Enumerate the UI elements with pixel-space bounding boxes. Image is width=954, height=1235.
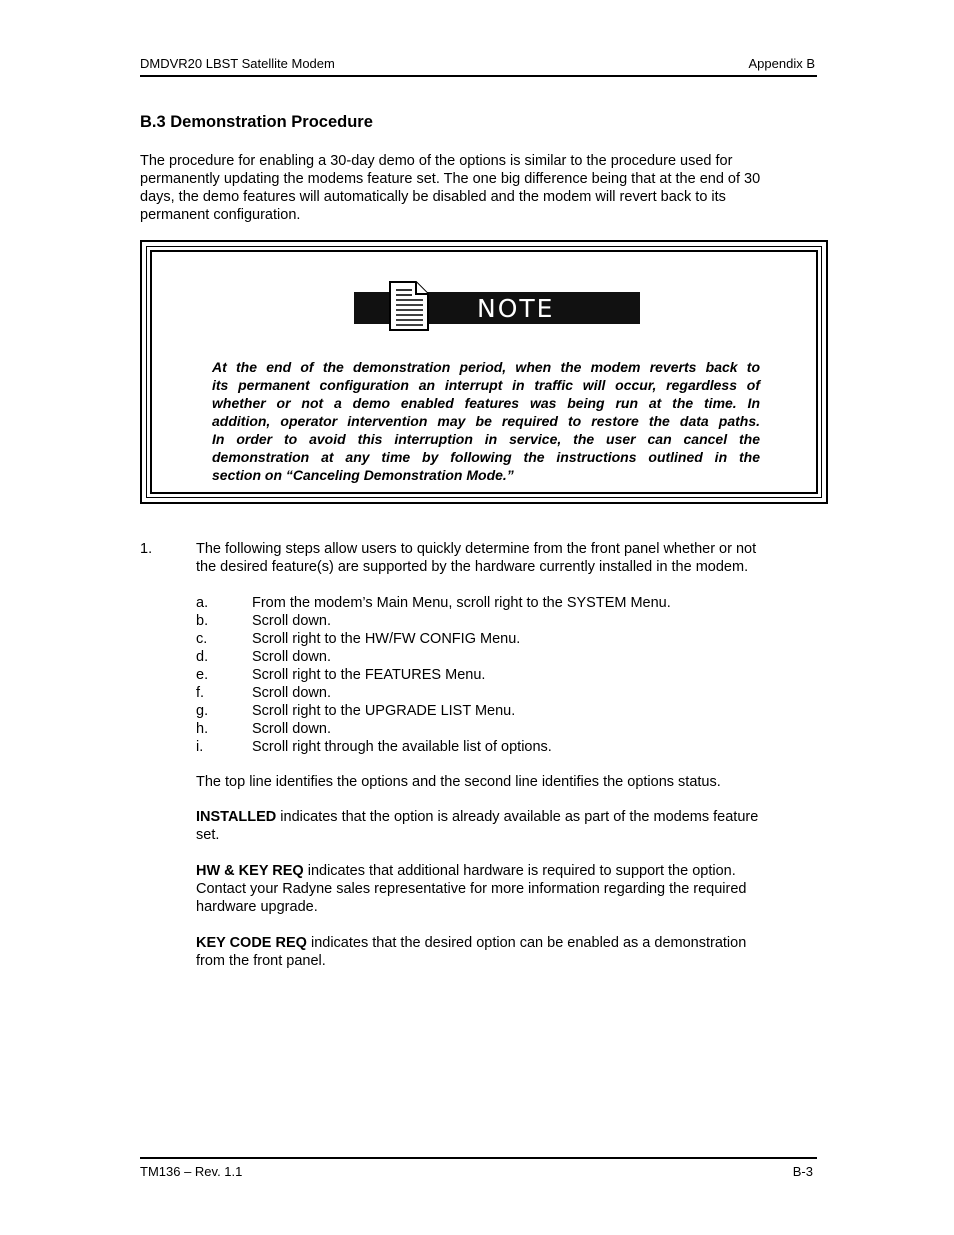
list-text: Scroll right through the available list of options. xyxy=(252,739,552,755)
term-hw-key-req: HW & KEY REQ xyxy=(196,863,304,879)
list-letter: i. xyxy=(196,739,204,755)
paragraph-line: Contact your Radyne sales representative for more information regarding the required xyxy=(196,881,747,897)
list-text: From the modem’s Main Menu, scroll right to the SYSTEM Menu. xyxy=(252,595,671,611)
page-footer xyxy=(140,1157,817,1181)
list-text: Scroll down. xyxy=(252,721,331,737)
paragraph-text: indicates that additional hardware is required to support the option. xyxy=(303,863,736,879)
list-text: Scroll right to the HW/FW CONFIG Menu. xyxy=(252,631,521,647)
intro-line: days, the demo features will automatically be disabled and the modem will revert back to its xyxy=(140,189,726,205)
header-title: DMDVR20 LBST Satellite Modem xyxy=(140,56,335,71)
list-text: Scroll down. xyxy=(252,649,331,665)
list-letter: d. xyxy=(196,649,209,665)
note-line: In order to avoid this interruption in service, the user can cancel the xyxy=(212,431,760,447)
intro-line: The procedure for enabling a 30-day demo of the options is similar to the procedure used for xyxy=(140,153,733,169)
key-code-paragraph xyxy=(196,934,816,970)
page-header xyxy=(140,55,817,77)
note-box xyxy=(140,240,828,504)
section-title: B.3 Demonstration Procedure xyxy=(140,113,373,131)
list-text: Scroll right to the UPGRADE LIST Menu. xyxy=(252,703,516,719)
intro-paragraph xyxy=(140,152,820,224)
note-line: At the end of the demonstration period, when the modem reverts back to xyxy=(212,359,760,375)
paragraph-line: hardware upgrade. xyxy=(196,899,318,915)
term-key-code-req: KEY CODE REQ xyxy=(196,935,307,951)
paragraph-line: from the front panel. xyxy=(196,953,326,969)
list-letter: g. xyxy=(196,703,209,719)
note-line: section on “Canceling Demonstration Mode.” xyxy=(212,467,514,483)
list-text: Scroll right to the FEATURES Menu. xyxy=(252,667,486,683)
list-text: Scroll down. xyxy=(252,613,331,629)
list-letter: e. xyxy=(196,667,209,683)
term-installed: INSTALLED xyxy=(196,809,277,825)
paragraph-text: indicates that the option is already available as part of the modems feature xyxy=(276,809,759,825)
step-line: the desired feature(s) are supported by the hardware currently installed in the modem. xyxy=(196,559,749,575)
note-text xyxy=(212,358,760,484)
footer-doc-number: TM136 – Rev. 1.1 xyxy=(140,1164,243,1179)
step-text xyxy=(196,540,820,576)
list-letter: h. xyxy=(196,721,209,737)
list-letter: b. xyxy=(196,613,209,629)
note-banner xyxy=(344,281,740,329)
step-line: The following steps allow users to quickly determine from the front panel whether or not xyxy=(196,541,757,557)
list-letter: f. xyxy=(196,685,205,701)
note-line: addition, operator intervention may be required to restore the data paths. xyxy=(212,413,760,429)
list-letter: a. xyxy=(196,595,209,611)
footer-page-number: B-3 xyxy=(792,1164,813,1179)
paragraph-line: The top line identifies the options and the second line identifies the options status. xyxy=(196,774,721,790)
header-section: Appendix B xyxy=(748,56,815,71)
list-text: Scroll down. xyxy=(252,685,331,701)
note-line: demonstration at any time by following the instructions outlined in the xyxy=(212,449,760,465)
document-icon xyxy=(388,281,430,331)
installed-paragraph xyxy=(196,808,816,844)
intro-line: permanently updating the modems feature set. The one big difference being that at the end of 30 xyxy=(140,171,761,187)
intro-line: permanent configuration. xyxy=(140,207,301,223)
note-line: whether or not a demo enabled features was being run at the time. In xyxy=(212,395,760,411)
note-label: NOTE xyxy=(477,294,555,323)
paragraph-line: set. xyxy=(196,827,220,843)
hw-key-paragraph xyxy=(196,862,816,916)
note-line: its permanent configuration an interrupt in traffic will occur, regardless of xyxy=(212,377,760,393)
paragraph-text: indicates that the desired option can be enabled as a demonstration xyxy=(306,935,747,951)
list-letter: c. xyxy=(196,631,208,647)
step-number: 1. xyxy=(140,541,153,557)
top-line-paragraph xyxy=(196,773,816,791)
